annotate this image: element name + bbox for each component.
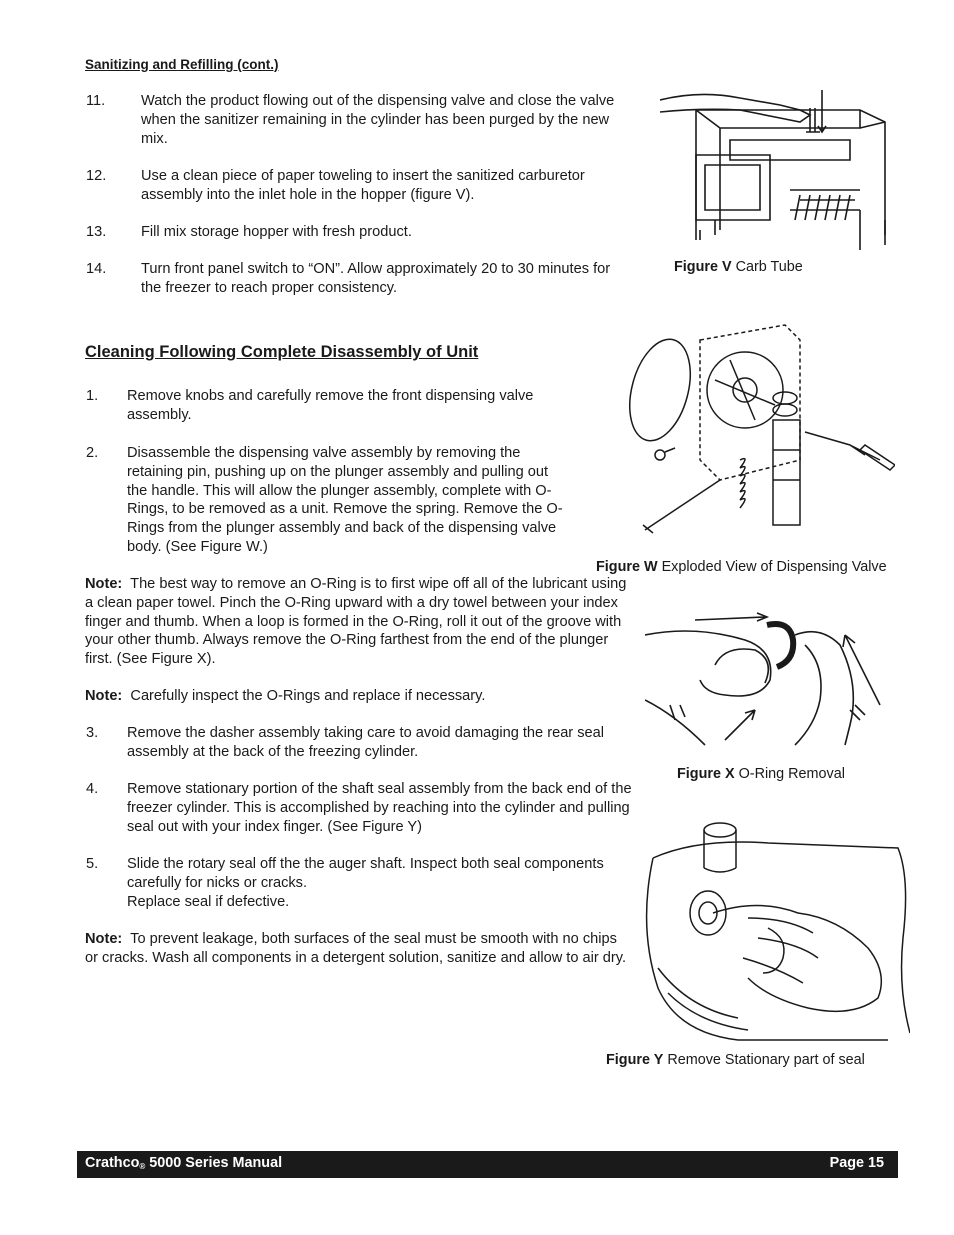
note-text: To prevent leakage, both surfaces of the seal must be smooth with no chips or cracks. Wash all components in a detergent solution, sanitize and allow to air dry. xyxy=(85,931,627,966)
figure-y-stationary-seal-illustration xyxy=(638,818,910,1043)
item-text: Remove stationary portion of the shaft seal assembly from the back end of the freezer cylinder. This is accomplished by reaching into the cylinder and pulling seal out with your index finger. (See Figure Y) xyxy=(127,781,632,835)
figure-label: Figure Y xyxy=(606,1052,664,1068)
figure-caption-text: Remove Stationary part of seal xyxy=(667,1052,865,1068)
footer-page-number: Page 15 xyxy=(829,1155,884,1171)
figure-x-caption xyxy=(677,765,845,784)
figure-label: Figure W xyxy=(596,559,658,575)
figure-label: Figure V xyxy=(674,259,732,275)
item-text: Remove the dasher assembly taking care to avoid damaging the rear seal assembly at the back of the freezing cylinder. xyxy=(127,725,604,760)
item-text: Use a clean piece of paper toweling to insert the sanitized carburetor assembly into the inlet hole in the hopper (figure V). xyxy=(141,168,585,203)
item-text: Slide the rotary seal off the the auger shaft. Inspect both seal components carefully for nicks or cracks. xyxy=(127,856,604,891)
note-leakage xyxy=(85,930,630,968)
item-text: Replace seal if defective. xyxy=(127,894,290,910)
item-number: 13. xyxy=(86,224,107,240)
item-number: 12. xyxy=(86,168,107,184)
item-number: 4. xyxy=(86,781,99,797)
note-label: Note: xyxy=(85,688,123,704)
item-text: Turn front panel switch to “ON”. Allow approximately 20 to 30 minutes for the freezer to reach proper consistency. xyxy=(141,261,611,296)
figure-caption-text: O-Ring Removal xyxy=(738,766,845,782)
footer-manual-name: 5000 Series Manual xyxy=(149,1155,283,1171)
figure-caption-text: Exploded View of Dispensing Valve xyxy=(661,559,887,575)
item-text: Remove knobs and carefully remove the front dispensing valve assembly. xyxy=(127,388,534,423)
note-text: Carefully inspect the O-Rings and replace if necessary. xyxy=(130,688,486,704)
item-number: 2. xyxy=(86,445,99,461)
figure-w-caption xyxy=(596,558,887,577)
item-number: 14. xyxy=(86,261,107,277)
figure-y-caption xyxy=(606,1051,865,1070)
note-label: Note: xyxy=(85,931,123,947)
figure-v-caption xyxy=(674,258,803,277)
note-text: The best way to remove an O-Ring is to first wipe off all of the lubricant using a clean paper towel. Pinch the O-Ring upward with a dry towel between your index finger and thumb. When a loop is formed in the O-Ring, roll it out of the groove with your other thumb. Always remove the O-Ring farthest from the end of the plunger first. (See Figure X). xyxy=(85,576,627,668)
figure-caption-text: Carb Tube xyxy=(735,259,803,275)
note-oring-removal xyxy=(85,575,630,669)
figure-x-oring-removal-illustration xyxy=(645,605,885,750)
note-label: Note: xyxy=(85,576,123,592)
section-heading-sanitizing: Sanitizing and Refilling (cont.) xyxy=(85,57,279,72)
item-number: 3. xyxy=(86,725,99,741)
item-text: Fill mix storage hopper with fresh product. xyxy=(141,224,412,240)
figure-label: Figure X xyxy=(677,766,735,782)
registered-mark: ® xyxy=(139,1162,146,1171)
note-inspect xyxy=(85,687,630,706)
item-number: 11. xyxy=(86,93,106,109)
item-text: Disassemble the dispensing valve assembly by removing the retaining pin, pushing up on the plunger assembly and pulling out the handle. This will allow the plunger assembly, complete with O-Rings, to be removed as a unit. Remove the spring. Remove the O-Rings from the plunger assembly and back of the dispensing valve body. (See Figure W.) xyxy=(127,445,563,555)
footer-brand: Crathco xyxy=(85,1155,140,1171)
figure-w-dispensing-valve-illustration xyxy=(625,320,895,535)
page-footer xyxy=(77,1151,898,1178)
item-number: 5. xyxy=(86,856,99,872)
section-heading-cleaning: Cleaning Following Complete Disassembly of Unit xyxy=(85,343,479,361)
item-number: 1. xyxy=(86,388,99,404)
footer-manual-title xyxy=(85,1154,282,1175)
figure-v-carb-tube-illustration xyxy=(660,70,920,255)
item-text: Watch the product flowing out of the dispensing valve and close the valve when the sanitizer remaining in the cylinder has been purged by the new mix. xyxy=(141,93,615,147)
